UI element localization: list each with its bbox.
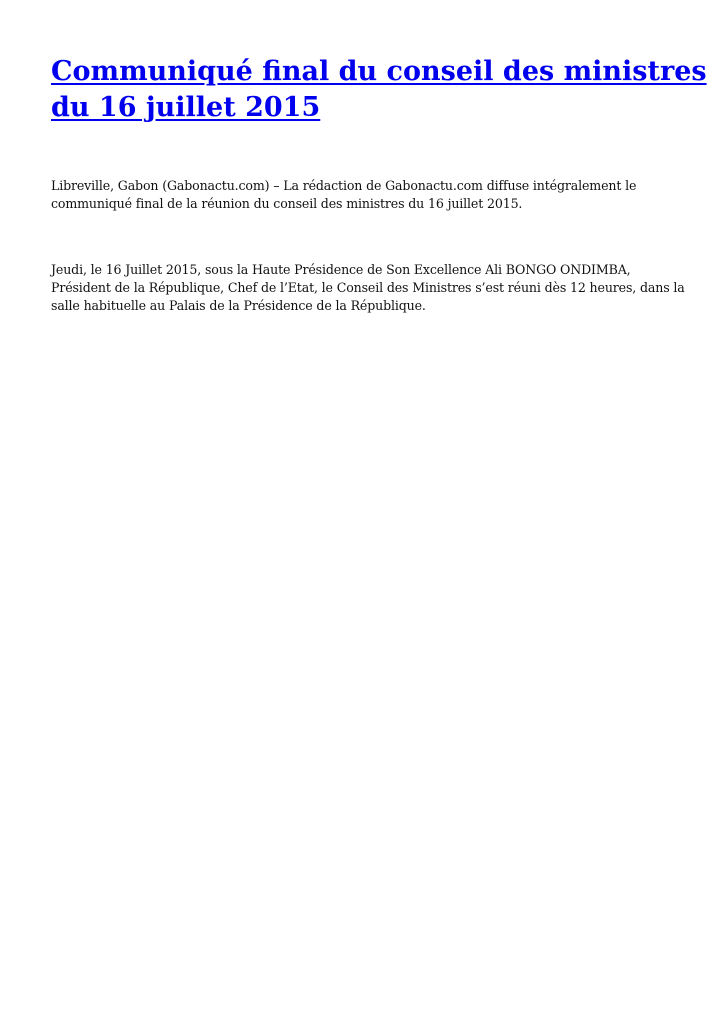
article-title-link[interactable] xyxy=(51,54,707,126)
intro-line-2: communiqué final de la réunion du conseil des ministres du 16 juillet 2015. xyxy=(51,196,523,211)
title-line-2: du 16 juillet 2015 xyxy=(51,92,321,123)
body-paragraph xyxy=(51,261,685,315)
body-line-2: Président de la République, Chef de l’Etat, le Conseil des Ministres s’est réuni dès 12 heures, dans la xyxy=(51,280,685,295)
body-line-3: salle habituelle au Palais de la Présidence de la République. xyxy=(51,298,426,313)
title-line-1: Communiqué final du conseil des ministres xyxy=(51,56,707,87)
intro-line-1: Libreville, Gabon (Gabonactu.com) – La rédaction de Gabonactu.com diffuse intégralement le xyxy=(51,178,637,193)
body-line-1: Jeudi, le 16 Juillet 2015, sous la Haute Présidence de Son Excellence Ali BONGO ONDIMBA, xyxy=(51,262,631,277)
intro-paragraph xyxy=(51,177,681,213)
article-title xyxy=(51,54,707,126)
